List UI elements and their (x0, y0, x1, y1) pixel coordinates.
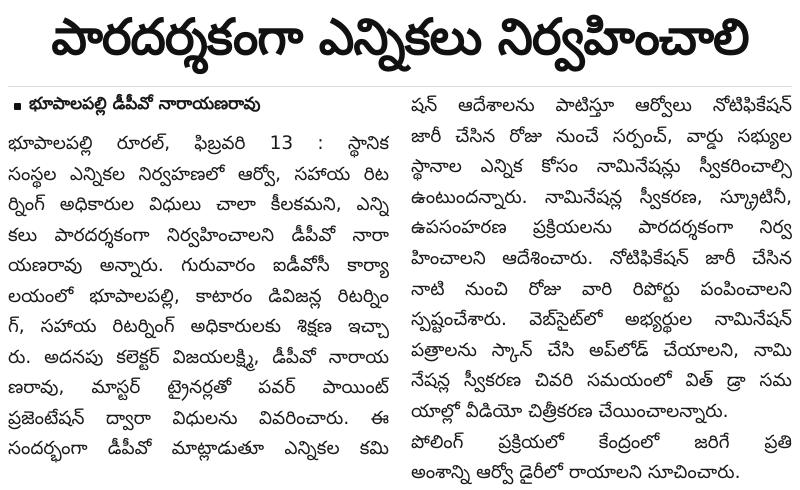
text-line: స్థానాల ఎన్నిక కోసం నామినేషన్లు స్వీకరించాల్సి (411, 156, 792, 178)
text-line: గ్‌, సహాయ రిటర్నింగ్‌ అధికారులకు శిక్షణ ఇచ్చా (8, 316, 389, 337)
text-line: రు. అదనపు కలెక్టర్‌ విజయలక్ష్మి, డీపీవో నారాయ (8, 346, 389, 368)
text-line: స్పష్టంచేశారు. వెబ్‌సైట్‌లో అభ్యర్థుల నామినేషన్‌ (411, 309, 792, 331)
left-column (8, 91, 389, 489)
text-line: పత్రాలను స్కాన్‌ చేసి అప్‌లోడ్‌ చేయాలని, నామి (411, 339, 792, 361)
text-line: లయంలో భూపాలపల్లి, కాటారం డివిజన్ల రిటర్నిం (8, 285, 389, 307)
text-line: భూపాలపల్లి రూరల్‌, ఫిబ్రవరి 13 : స్థానిక (8, 133, 389, 154)
text-line: అంశాన్ని ఆర్వో డైరీలో రాయాలని సూచించారు. (411, 462, 741, 484)
text-line: యణరావు అన్నారు. గురువారం ఐడీవోసీ కార్యా (8, 255, 389, 276)
text-line: షన్‌ ఆదేశాలను పాటిస్తూ ఆర్వోలు నోటిఫికేషన్‌ (411, 95, 792, 116)
text-line: సందర్భంగా డీపీవో మాట్లాడుతూ ఎన్నికల కమి (8, 438, 389, 459)
text-line: ప్రజెంటేషన్‌ ద్వారా విధులను వివరించారు. ఈ (8, 407, 389, 429)
text-line: హించాలని ఆదేశించారు. నోటిఫికేషన్‌ జారీ చేసిన (411, 247, 792, 269)
text-line: యాల్లో వీడియో చిత్రీకరణ చేయించాలన్నారు. (411, 400, 729, 422)
text-line: ఉపసంహరణ ప్రక్రియలను పారదర్శకంగా నిర్వ (411, 217, 792, 239)
text-line: నేషన్ల స్వీకరణ చివరి సమయంలో విత్‌ డ్రా సమ (411, 370, 792, 392)
byline-text: భూపాలపల్లి డీపీవో నారాయణరావు (29, 94, 261, 114)
right-column (411, 91, 792, 489)
article-columns (8, 87, 792, 489)
text-line: నాటి నుంచి రోజు వారి రిపోర్టు పంపించాలని (411, 278, 792, 300)
square-bullet-icon (14, 103, 21, 110)
text-line: సంస్థల ఎన్నికల నిర్వహణలో ఆర్వో, సహాయ రిట (8, 163, 389, 185)
text-line: ఉంటుందన్నారు. నామినేషన్ల స్వీకరణ, స్క్రూటినీ, (411, 186, 792, 208)
text-line: ర్నింగ్‌ అధికారుల విధులు చాలా కీలకమని, ఎన్ని (8, 194, 389, 215)
text-line: కలు పారదర్శకంగా నిర్వహించాలని డీపీవో నారా (8, 224, 389, 246)
text-line: ణరావు, మాస్టర్‌ ట్రైనర్లతో పవర్‌ పాయింట్‌ (8, 377, 389, 398)
byline (8, 91, 389, 121)
headline: పారదర్శకంగా ఎన్నికలు నిర్వహించాలి (8, 0, 792, 87)
text-line: పోలింగ్‌ ప్రక్రియలో కేంద్రంలో జరిగే ప్రతి (411, 431, 792, 453)
text-line: జారీ చేసిన రోజు నుంచే సర్పంచ్‌, వార్డు సభ్యుల (411, 125, 792, 147)
